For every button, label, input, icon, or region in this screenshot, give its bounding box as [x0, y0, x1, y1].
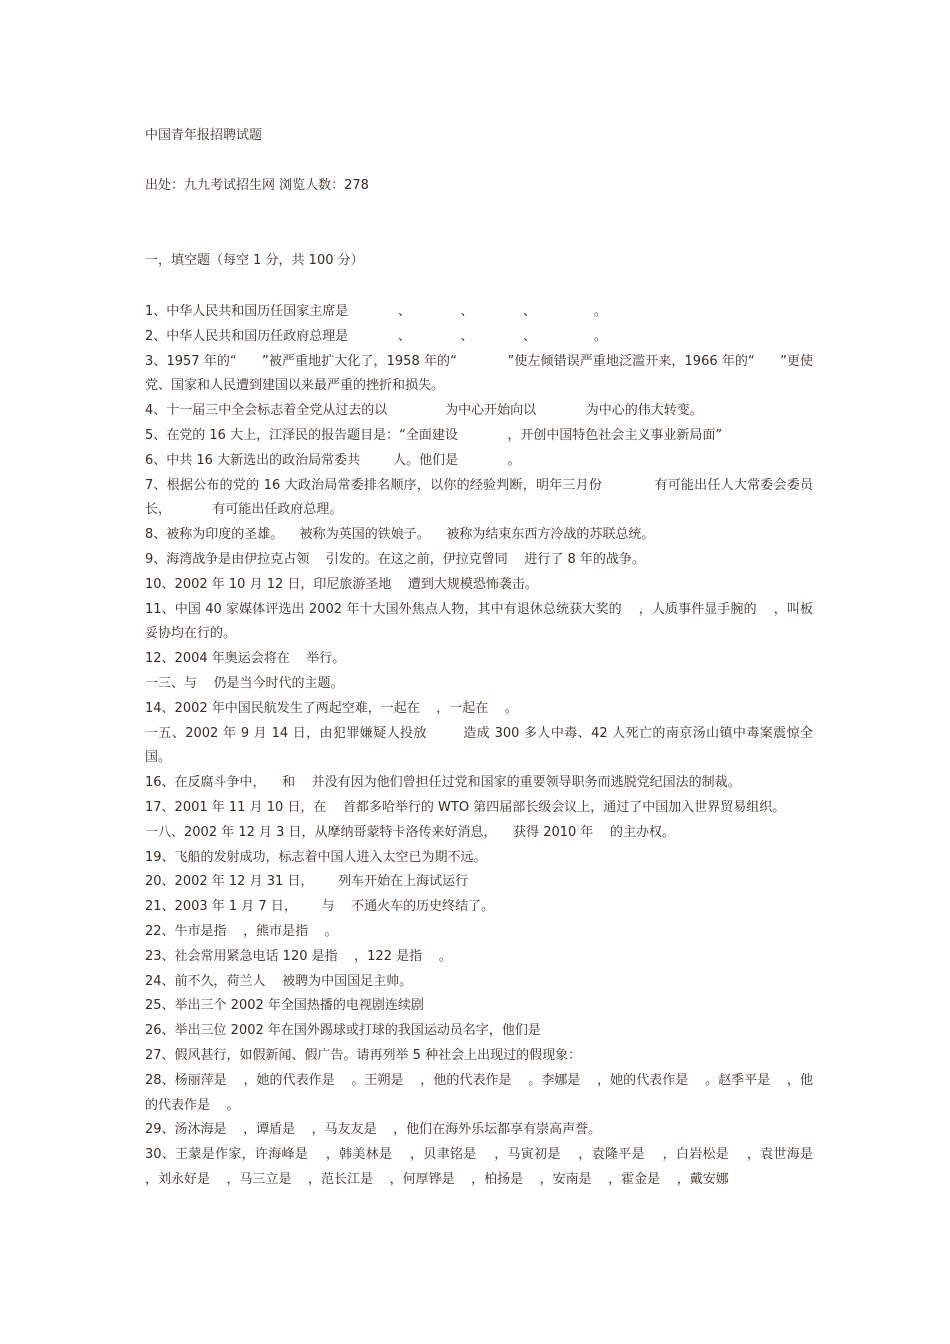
question-item: 10、2002 年 10 月 12 日，印尼旅游圣地 遭到大规模恐怖袭击。 — [145, 576, 538, 592]
question-item: 一三、与 仍是当今时代的主题。 — [145, 675, 344, 691]
question-item: 29、汤沐海是 ，谭盾是 ，马友友是 ，他们在海外乐坛都享有崇高声誉。 — [145, 1122, 602, 1138]
question-item: 22、牛市是指 ，熊市是指 。 — [145, 923, 338, 939]
question-item: 4、十一届三中全会标志着全党从过去的以 为中心开始向以 为中心的伟大转变。 — [145, 403, 703, 419]
question-item: 20、2002 年 12 月 31 日， 列车开始在上海试运行 — [145, 874, 469, 890]
question-item: 26、举出三位 2002 年在国外踢球或打球的我国运动员名字，他们是 — [145, 1023, 541, 1039]
question-item: 16、在反腐斗争中， 和 并没有因为他们曾担任过党和国家的重要领导职务而逃脱党纪国法的制裁。 — [145, 775, 741, 791]
question-item: 21、2003 年 1 月 7 日， 与 不通火车的历史终结了。 — [145, 899, 495, 915]
question-item: 一八、2002 年 12 月 3 日，从摩纳哥蒙特卡洛传来好消息， 获得 2010 年 的主办权。 — [145, 824, 675, 840]
source-line: 出处：九九考试招生网 浏览人数：278 — [145, 178, 369, 193]
question-item: 1、中华人民共和国历任国家主席是 、 、 、 。 — [145, 304, 607, 319]
question-item: 24、前不久，荷兰人 被聘为中国国足主帅。 — [145, 973, 413, 989]
question-item: 6、中共 16 大新选出的政治局常委共 人。他们是 。 — [145, 452, 521, 468]
question-item: 19、飞船的发射成功，标志着中国人进入太空已为期不远。 — [145, 849, 487, 865]
question-list — [145, 300, 830, 1193]
section-heading: 一，填空题（每空 1 分，共 100 分） — [145, 253, 364, 268]
question-item: 14、2002 年中国民航发生了两起空难，一起在 ，一起在 。 — [145, 700, 518, 716]
question-item: 7、根据公布的党的 16 大政治局常委排名顺序，以你的经验判断，明年三月份 有可能出任人大常委会委员长， 有可能出任政府总理。 — [145, 477, 813, 518]
question-item: 8、被称为印度的圣雄。 被称为英国的铁娘子。 被称为结束东西方冷战的苏联总统。 — [145, 527, 655, 543]
question-item: 25、举出三个 2002 年全国热播的电视剧连续剧 — [145, 998, 424, 1014]
question-item: 23、社会常用紧急电话 120 是指 ，122 是指 。 — [145, 948, 452, 964]
question-item: 30、王蒙是作家，许海峰是 ，韩美林是 ，贝聿铭是 ，马寅初是 ，袁隆平是 ，白岩松是 ，袁世海是 ，刘永好是 ，马三立是 ，范长江是 ，何厚铧是 ，柏扬是 ，安南是 ，霍金是 ，戴安娜 — [145, 1147, 830, 1187]
question-item: 17、2001 年 11 月 10 日，在 首都多哈举行的 WTO 第四届部长级会议上，通过了中国加入世界贸易组织。 — [145, 799, 786, 815]
question-item: 一五、2002 年 9 月 14 日，由犯罪嫌疑人投放 造成 300 多人中毒、42 人死亡的南京汤山镇中毒案震惊全国。 — [145, 725, 813, 766]
question-item: 12、2004 年奥运会将在 举行。 — [145, 651, 346, 667]
document-title: 中国青年报招聘试题 — [145, 128, 263, 143]
question-item: 5、在党的 16 大上，江泽民的报告题目是：“全面建设 ，开创中国特色社会主义事业新局面” — [145, 427, 723, 443]
question-item: 3、1957 年的“ ”被严重地扩大化了，1958 年的“ ”使左倾错误严重地泛滥开来，1966 年的“ ”更使党、国家和人民遭到建国以来最严重的挫折和损失。 — [145, 353, 813, 394]
question-item: 28、杨丽萍是 ，她的代表作是 。王朔是 ，他的代表作是 。李娜是 ，她的代表作是 。赵季平是 ，他的代表作是 。 — [145, 1072, 813, 1113]
question-item: 27、假风甚行，如假新闻、假广告。请再列举 5 种社会上出现过的假现象： — [145, 1047, 582, 1063]
question-item: 11、中国 40 家媒体评选出 2002 年十大国外焦点人物，其中有退休总统获大奖的 ，人质事件显手腕的 ，叫板妥协均在行的。 — [145, 601, 813, 642]
question-item: 9、海湾战争是由伊拉克占领 引发的。在这之前，伊拉克曾同 进行了 8 年的战争。 — [145, 551, 645, 567]
question-item: 2、中华人民共和国历任政府总理是 、 、 、 。 — [145, 328, 607, 344]
